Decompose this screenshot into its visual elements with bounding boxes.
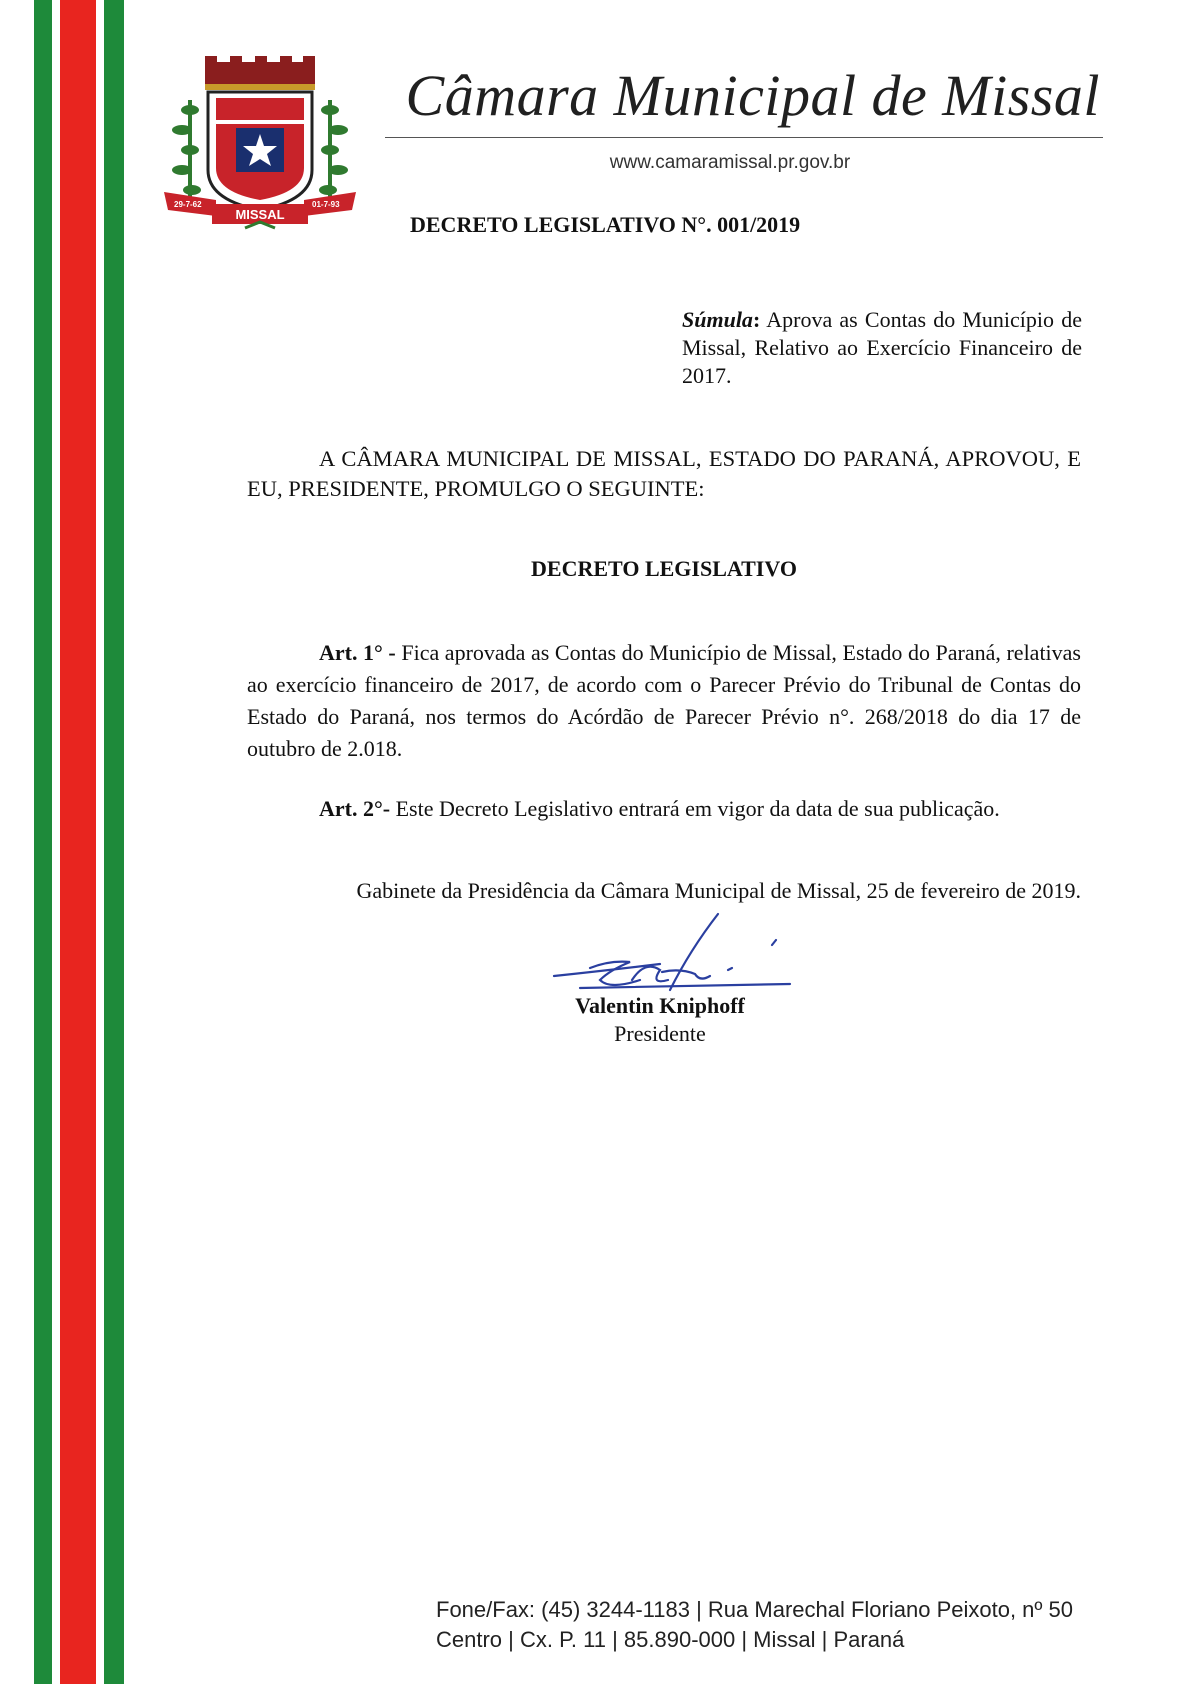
sumula-block [682,306,1082,390]
website-url: www.camaramissal.pr.gov.br [609,152,851,173]
sumula-colon: : [752,307,761,332]
decree-number: DECRETO LEGISLATIVO N°. 001/2019 [410,212,801,237]
signer-role: Presidente [614,1021,706,1046]
page-title: Câmara Municipal de Missal [405,63,1100,128]
preamble: A CÂMARA MUNICIPAL DE MISSAL, ESTADO DO PARANÁ, APROVOU, E EU, PRESIDENTE, PROMULGO O SEGUINTE: [247,446,1081,501]
municipal-crest-logo [160,50,360,240]
article-1 [247,637,1081,765]
crest-shield-top [216,98,304,120]
stripe-green-inner [104,0,124,1684]
sumula-text: Aprova as Contas do Município de Missal, Relativo ao Exercício Financeiro de 2017. [682,307,1082,388]
crest-right-ribbon-text: 01-7-93 [312,200,340,209]
crest-banner-text: MISSAL [235,207,285,222]
signer-name: Valentin Kniphoff [575,993,745,1018]
article-2-text: Este Decreto Legislativo entrará em vigor da data de sua publicação. [395,796,1000,821]
stripe-white-2 [96,0,104,1684]
stripe-green-outer [34,0,52,1684]
footer-contact-line: Fone/Fax: (45) 3244-1183 | Rua Marechal Floriano Peixoto, nº 50 [436,1597,1074,1622]
article-1-label: Art. 1° - [319,640,396,665]
crest-crown [205,56,315,90]
article-2-label: Art. 2°- [319,796,391,821]
stripe-red [60,0,96,1684]
section-heading: DECRETO LEGISLATIVO [531,556,797,581]
crest-right-branch [319,100,348,210]
footer-address-line: Centro | Cx. P. 11 | 85.890-000 | Missal | Paraná [436,1627,905,1652]
stripe-white-1 [52,0,60,1684]
closing-date-line: Gabinete da Presidência da Câmara Municipal de Missal, 25 de fevereiro de 2019. [356,878,1081,903]
sumula-label: Súmula [682,307,753,332]
decorative-stripes [34,0,124,1684]
article-2 [247,793,1081,825]
header-divider [385,137,1103,138]
crest-left-branch [172,100,201,210]
article-1-text: Fica aprovada as Contas do Município de Missal, Estado do Paraná, relativas ao exercício financeiro de 2017, de acordo com o Parecer Prévio do Tribunal de Contas do Estado do Paraná, nos termos do Acórdão de Parecer Prévio n°. 268/2018 do dia 17 de outubro de 2.018. [247,640,1081,761]
crest-left-ribbon-text: 29-7-62 [174,200,202,209]
